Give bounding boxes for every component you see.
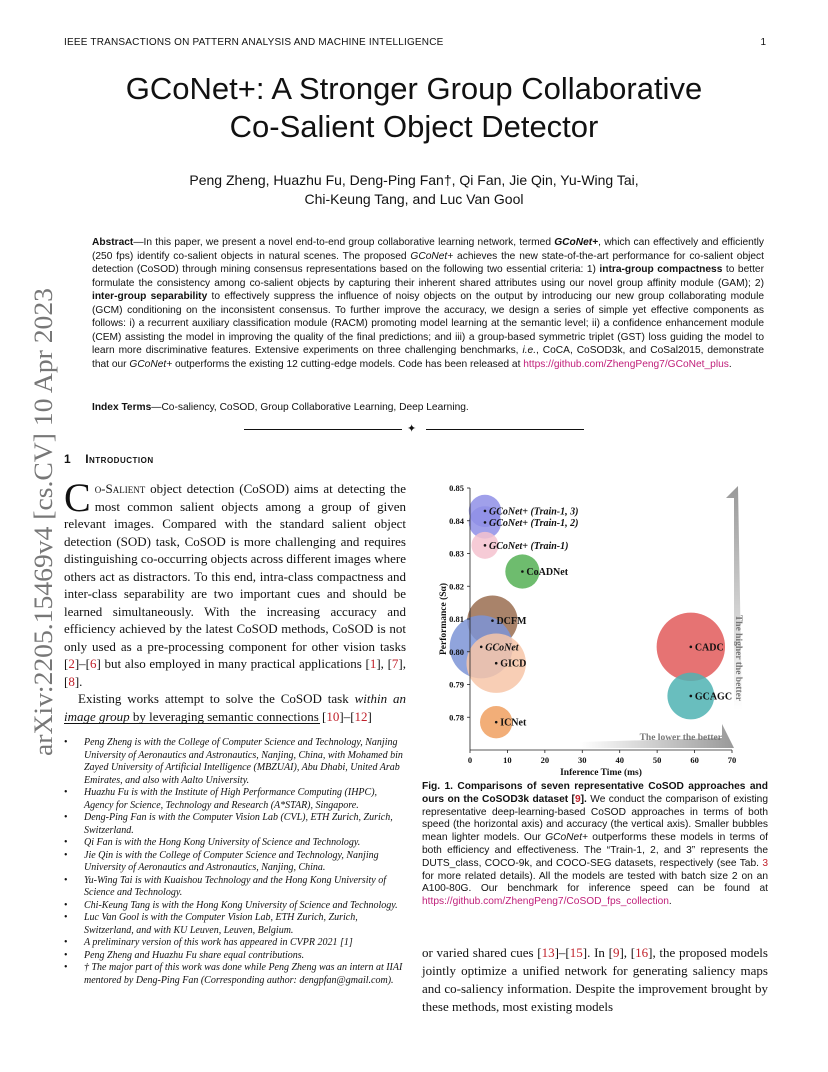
figure-caption [422, 781, 768, 909]
y-tick-label: 0.84 [449, 515, 464, 526]
method-name: GCoNet+ [129, 358, 173, 370]
annotation-higher-better: The higher the better [733, 614, 743, 702]
method-name: GCoNet+ [410, 250, 454, 262]
arxiv-stamp [22, 286, 62, 756]
intro-text: ]. [74, 673, 83, 689]
intro-text: ]–[ [74, 656, 91, 671]
paper-title [60, 70, 768, 146]
x-tick-label: 20 [540, 755, 550, 765]
abstract-label: Abstract [92, 237, 134, 248]
caption-label: Fig. 1. [422, 781, 453, 792]
divider-line-left [244, 429, 402, 430]
footnote-item: • Peng Zheng and Huazhu Fu share equal contributions. [64, 950, 406, 963]
footnote-item: • Huazhu Fu is with the Institute of High Performance Computing (IHPC), Agency for Science, Technology and Research (A*STAR), Singapore. [64, 787, 406, 812]
caption-text: . [668, 896, 672, 908]
arxiv-stamp-svg [22, 286, 62, 756]
bubble-label-3: CoADNet [526, 567, 569, 579]
intro-text: ] but also employed in many practical applications [ [96, 656, 370, 671]
bubble-label-8: CADC [694, 642, 724, 654]
citation-link[interactable]: 13 [541, 945, 555, 960]
benchmark-link[interactable]: https://github.com/ZhengPeng7/CoSOD_fps_collection [422, 896, 669, 908]
bubble-center-9 [690, 695, 693, 698]
caption-text: for more related details). All the models are tested with batch size 2 on an A100-80G. Our benchmark for inference speed can be found at [422, 870, 768, 895]
table-link[interactable]: 3 [762, 857, 768, 869]
code-link[interactable]: https://github.com/ZhengPeng7/GCoNet_plus [523, 358, 729, 370]
x-axis-label: Inference Time (ms) [560, 768, 642, 778]
citation-link[interactable]: 2 [68, 656, 75, 671]
y-tick-label: 0.83 [449, 548, 464, 559]
intro-paragraph-1 [64, 475, 406, 690]
citation-link[interactable]: 9 [612, 945, 620, 960]
intro-text: ], [ [376, 656, 392, 671]
bubble-label-0: GCoNet+ (Train-1, 3) [488, 506, 579, 518]
bubble-center-6 [495, 662, 498, 665]
section-divider [244, 423, 584, 435]
body-text: ]–[ [554, 945, 570, 960]
criterion-2: inter-group separability [92, 291, 208, 302]
title-line-1: GCoNet+: A Stronger Group Collaborative [125, 71, 703, 106]
intro-smallcaps: o-Salient [94, 481, 146, 496]
abstract-text: achieves the new state-of-the-art performance for co-salient object detection (CoSOD) through mining consensus representations based on the following two essential criteria: 1) [92, 250, 764, 275]
citation-link[interactable]: 8 [68, 673, 75, 689]
x-tick-label: 10 [503, 755, 512, 765]
abstract-text: , which can effectively and efficiently (250 fps) identify co-salient objects in natural scenes. The proposed [92, 237, 764, 262]
index-terms-label: Index Terms [92, 402, 152, 413]
bubble-label-5: GCoNet [485, 642, 519, 654]
divider-line-right [426, 429, 584, 430]
bubble-center-7 [495, 721, 498, 724]
intro-body [64, 475, 407, 725]
bubble-label-6: GICD [500, 658, 527, 670]
body-text: or varied shared cues [ [422, 945, 542, 960]
authors-line-2: Chi-Keung Tang, and Luc Van Gool [304, 191, 524, 207]
footnote-item: • Chi-Keung Tang is with the Hong Kong University of Science and Technology. [64, 900, 406, 913]
abstract-text: outperforms the existing 12 cutting-edge models. Code has been released at [172, 358, 524, 370]
footnote-item: • Yu-Wing Tai is with Kuaishou Technology and the Hong Kong University of Science and Technology. [64, 875, 406, 900]
y-tick-label: 0.79 [449, 679, 464, 690]
arxiv-id-text: arXiv:2205.15469v4 [cs.CV] 10 Apr 2023 [28, 307, 58, 756]
intro-text: ]–[ [339, 708, 355, 724]
intro-emphasis: within an image group [64, 691, 407, 724]
intro-text: Existing works attempt to solve the CoSOD task [78, 691, 355, 706]
caption-bold-text: Comparisons of seven representative CoSOD approaches and ours on the CoSOD3k dataset [ [422, 781, 768, 805]
section-heading [64, 452, 154, 466]
footnote-item: • Luc Van Gool is with the Computer Vision Lab, ETH Zurich, Zurich, Switzerland, and with KU Leuven, Leuven, Belgium. [64, 912, 406, 937]
body-text: ], the proposed models jointly optimize a unified network for generating saliency maps and co-saliency information. Despite the improvement brought by these methods, most existing models [422, 945, 768, 1014]
footnote-item: • Jie Qin is with the College of Computer Science and Technology, Nanjing University of Aeronautics and Astronautics, Nanjing, China. [64, 850, 406, 875]
page-number: 1 [760, 37, 766, 48]
bubble-label-9: GCAGC [694, 691, 733, 703]
bubble-center-0 [484, 510, 487, 513]
citation-link[interactable]: 16 [635, 945, 649, 960]
author-list [100, 171, 728, 209]
criterion-1: intra-group compactness [599, 264, 723, 275]
right-column-body [422, 944, 768, 1016]
abstract-ie: i.e. [522, 345, 537, 356]
bubble-center-2 [484, 544, 487, 547]
y-tick-label: 0.85 [449, 483, 464, 493]
bubble-label-2: GCoNet+ (Train-1) [488, 540, 569, 552]
x-tick-label: 40 [615, 755, 624, 765]
caption-text: We conduct the comparison of existing representative deep-learning-based CoSOD approaches in terms of both speed (the horizontal axis) and accuracy (the vertical axis). Smaller bubbles mean lighter models. Our [422, 793, 768, 844]
divider-diamond-icon: ✦ [407, 423, 417, 435]
footnote-item: • A preliminary version of this work has appeared in CVPR 2021 [1] [64, 937, 406, 950]
x-tick-label: 70 [727, 755, 737, 765]
section-title: Introduction [85, 452, 154, 466]
x-tick-label: 30 [578, 755, 587, 765]
bubble-center-8 [690, 646, 693, 649]
citation-link[interactable]: 6 [90, 656, 97, 671]
caption-text: outperforms these models in terms of both efficiency and effectiveness. The “Train-1, 2, and 3” represents the DUTS_class, COCO-9k, and COCO-SEG datasets, respectively (see Tab. [422, 832, 768, 869]
title-line-2: Co-Salient Object Detector [229, 109, 599, 144]
footnote-item: • † The major part of this work was done while Peng Zheng was an intern at IIAI mentored by Deng-Ping Fan (Corresponding author: dengpfan@gmail.com). [64, 962, 406, 987]
bubble-center-5 [480, 646, 483, 649]
citation-link[interactable]: 10 [326, 708, 340, 724]
bubble-chart [432, 478, 768, 778]
authors-line-1: Peng Zheng, Huazhu Fu, Deng-Ping Fan†, Qi Fan, Jie Qin, Yu-Wing Tai, [189, 172, 639, 188]
citation-link[interactable]: 15 [569, 945, 583, 960]
footnote-item: • Qi Fan is with the Hong Kong University of Science and Technology. [64, 837, 406, 850]
body-text: ]. In [ [582, 945, 613, 960]
intro-text: by leveraging semantic connections [ [129, 708, 327, 724]
caption-bold-text: ]. [580, 793, 587, 805]
footnote-rule [64, 723, 320, 724]
footnote-item: • Peng Zheng is with the College of Computer Science and Technology, Nanjing University of Aeronautics and Astronautics, Nanjing, China, with Mohamed bin Zayed University of Artificial Intelligence (MBZUAI), Abu Dhabi, United Arab Emirates, and also with Aalto University. [64, 737, 406, 787]
annotation-lower-better: The lower the better [639, 733, 722, 743]
index-terms-text: —Co-saliency, CoSOD, Group Collaborative Learning, Deep Learning. [151, 402, 469, 413]
footnote-item: • Deng-Ping Fan is with the Computer Vision Lab (CVL), ETH Zurich, Zurich, Switzerland. [64, 812, 406, 837]
abstract-text: to effectively suppress the influence of noisy objects on the output by introducing our new group collaborating module (GCM) conditioning on the inconsistent consensus. To further improve the accuracy, we design a series of simple yet effective components as follows: i) a recurrent auxiliary classification module (RACM) promoting model learning at the semantic level; ii) a confidence enhancement module (CEM) assisting the model in improving the quality of the final predictions; and iii) a group-based symmetric triplet (GST) loss guiding the model to learn more discriminative features. Extensive experiments on three challenging benchmarks, [92, 291, 764, 356]
method-name-bold: GCoNet+ [554, 237, 599, 248]
y-tick-label: 0.82 [449, 581, 464, 592]
intro-text: object detection (CoSOD) aims at detecting the most common salient objects among a group of given relevant images. Compared with the standard salient object detection (SOD) task, CoSOD is more challenging and requires distinguishing co-occurring objects across different images where others act as distractors. To this end, intra-class compactness and inter-class separability are two important cues and should be learned simultaneously. With the increasing accuracy and efficiency achieved by the latest CoSOD methods, CoSOD is not only used as a pre-processing component for other vision tasks [ [64, 481, 406, 671]
bubble-center-4 [491, 619, 494, 622]
bubble-label-1: GCoNet+ (Train-1, 2) [488, 517, 579, 529]
bubble-center-1 [484, 521, 487, 524]
y-axis-label: Performance (Sα) [439, 582, 449, 656]
bubble-label-4: DCFM [496, 616, 527, 628]
footnote-list [64, 737, 406, 987]
abstract-paragraph [92, 236, 764, 371]
citation-link[interactable]: 12 [354, 708, 368, 724]
abstract [92, 236, 764, 371]
abstract-text: . [728, 358, 732, 370]
abstract-text: , CoCA, CoSOD3k, and CoSal2015, demonstrate that our [92, 345, 764, 370]
x-tick-label: 0 [467, 755, 473, 765]
bubble-label-7: ICNet [500, 717, 527, 729]
y-tick-label: 0.78 [449, 712, 464, 723]
citation-link[interactable]: 1 [369, 656, 377, 671]
y-tick-label: 0.80 [449, 646, 464, 657]
y-tick-label: 0.81 [449, 614, 464, 624]
drop-cap: C [64, 475, 91, 520]
intro-text: ] [367, 708, 372, 724]
abstract-text: —In this paper, we present a novel end-to-end group collaborative learning network, termed [133, 237, 555, 248]
body-text: ], [ [619, 945, 636, 960]
figure-1 [432, 478, 768, 778]
bubble-center-3 [521, 570, 524, 573]
citation-link[interactable]: 7 [391, 656, 399, 671]
abstract-text: to better formulate the consistency among co-salient objects by capturing their inherent shared attributes using our novel group affinity module (GAM); 2) [92, 264, 764, 289]
x-tick-label: 60 [690, 755, 699, 765]
citation-link[interactable]: 9 [574, 793, 581, 805]
index-terms [92, 402, 764, 413]
journal-header: IEEE TRANSACTIONS ON PATTERN ANALYSIS AND MACHINE INTELLIGENCE [64, 37, 444, 48]
intro-text: ], [ [64, 656, 406, 689]
x-tick-label: 50 [652, 755, 662, 765]
section-number: 1 [64, 452, 72, 466]
intro-paragraph-2 [64, 690, 406, 725]
method-name: GCoNet+ [545, 832, 588, 844]
